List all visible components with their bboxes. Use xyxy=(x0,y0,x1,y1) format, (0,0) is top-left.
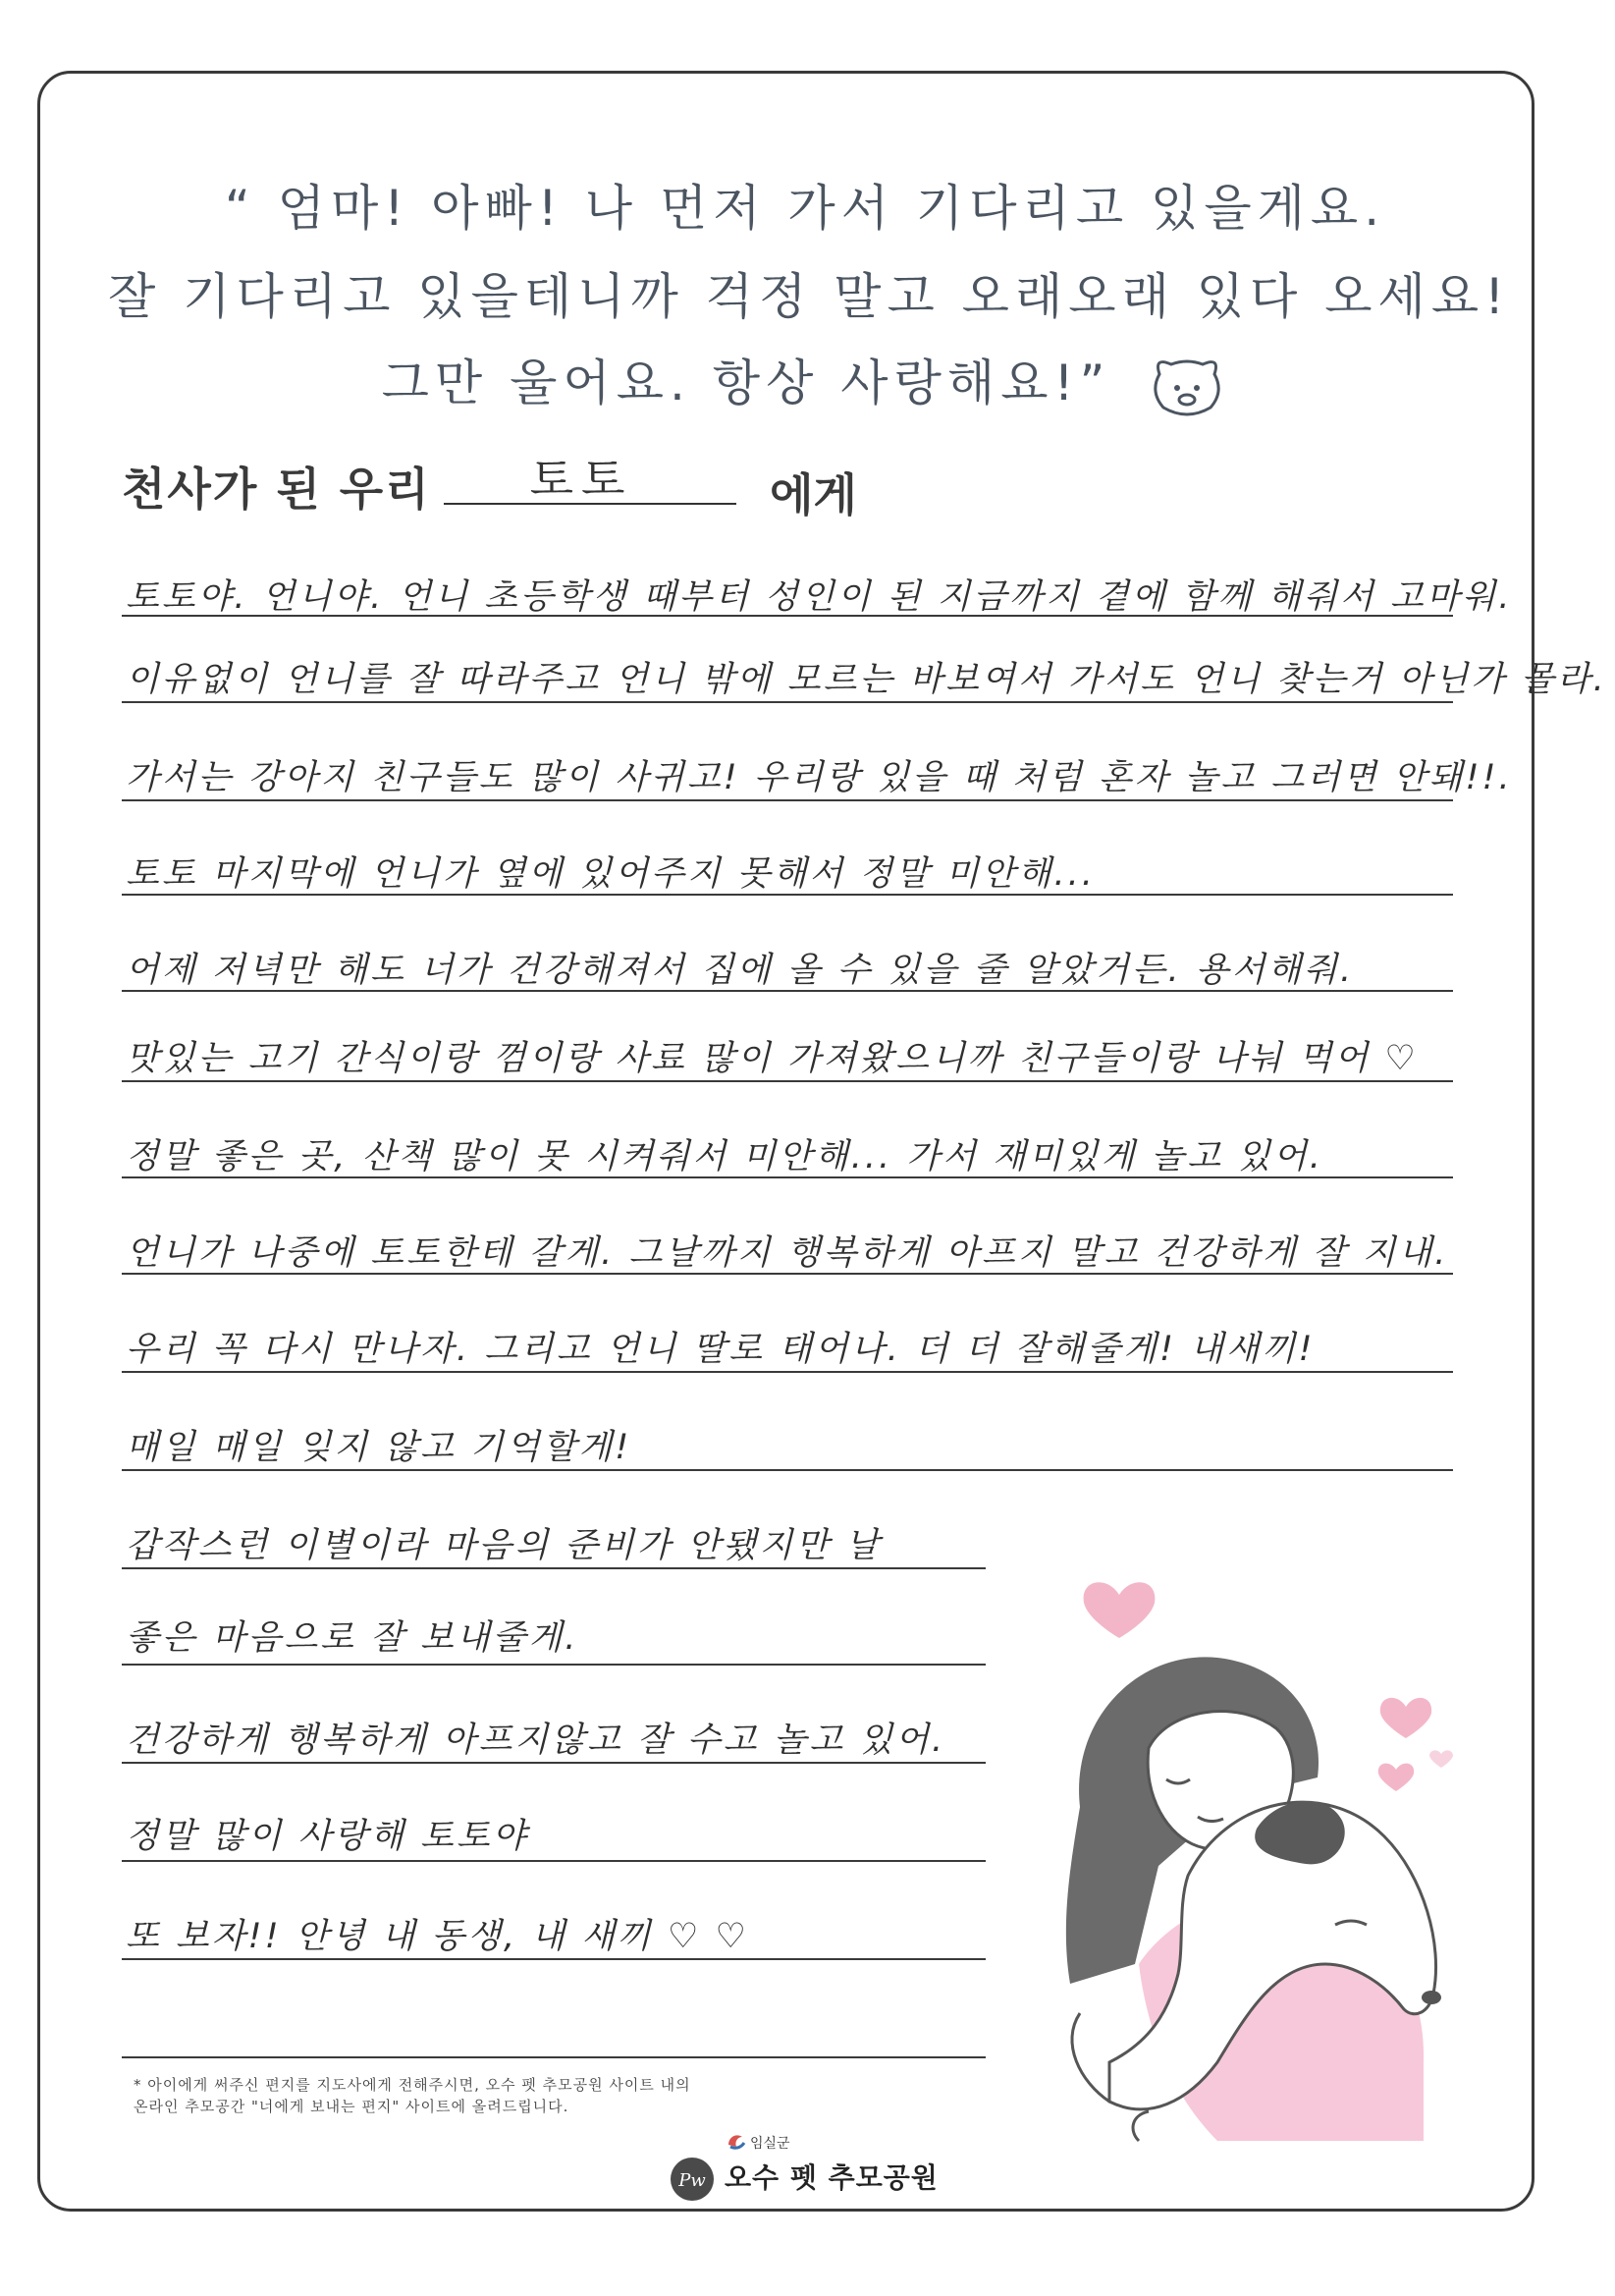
letter-line: 좋은 마음으로 잘 보내줄게. xyxy=(126,1618,579,1658)
salutation-prefix: 천사가 된 우리 xyxy=(122,463,431,516)
quote-line-2: 잘 기다리고 있을테니까 걱정 말고 오래오래 있다 오세요! xyxy=(108,268,1511,325)
letter-line: 매일 매일 잊지 않고 기억할게! xyxy=(126,1428,632,1467)
ruled-line xyxy=(122,1860,986,1862)
park-logo-icon xyxy=(670,2157,715,2202)
letter-line: 건강하게 행복하게 아프지않고 잘 수고 놀고 있어. xyxy=(126,1721,946,1760)
girl-hugging-dog-illustration xyxy=(1041,1552,1492,2160)
county-emblem-icon xyxy=(725,2129,746,2151)
quote-line-3 xyxy=(108,344,1502,421)
ruled-line xyxy=(122,2056,986,2058)
footnote-line-2: 온라인 추모공간 "너에게 보내는 편지" 사이트에 올려드립니다. xyxy=(134,2098,569,2115)
ruled-line xyxy=(122,1080,1453,1082)
letter-line: 가서는 강아지 친구들도 많이 사귀고! 우리랑 있을 때 처럼 혼자 놀고 그러면 안돼!!. xyxy=(126,758,1513,797)
letter-line: 정말 좋은 곳, 산책 많이 못 시켜줘서 미안해... 가서 재미있게 놀고 있어. xyxy=(126,1137,1323,1176)
letter-line: 갑작스런 이별이라 마음의 준비가 안됐지만 날 xyxy=(126,1526,883,1565)
ruled-line xyxy=(122,615,1453,617)
logo-name: 오수 펫 추모공원 xyxy=(725,2161,939,2194)
letter-line: 정말 많이 사랑해 토토야 xyxy=(126,1817,529,1856)
logo-mark-text: Pw xyxy=(678,2170,706,2191)
ruled-line xyxy=(122,1664,986,1666)
letter-line: 맛있는 고기 간식이랑 껌이랑 사료 많이 가져왔으니까 친구들이랑 나눠 먹어 ♡ xyxy=(126,1039,1419,1078)
ruled-line xyxy=(122,1762,986,1764)
ruled-line xyxy=(122,1273,1453,1275)
letter-line: 어제 저녁만 해도 너가 건강해져서 집에 올 수 있을 줄 알았거든. 용서해줘. xyxy=(126,951,1355,990)
name-underline xyxy=(444,503,736,505)
ruled-line xyxy=(122,894,1453,896)
ruled-line xyxy=(122,1958,986,1960)
letter-line: 토토야. 언니야. 언니 초등학생 때부터 성인이 된 지금까지 곁에 함께 해줘서 고마워. xyxy=(126,577,1513,617)
heart-icon xyxy=(1084,1582,1156,1638)
salutation-suffix: 에게 xyxy=(770,468,857,521)
quote-line-1: “ 엄마! 아빠! 나 먼저 가서 기다리고 있을게요. xyxy=(224,180,1386,237)
letter-line: 또 보자!! 안녕 내 동생, 내 새끼 ♡ ♡ xyxy=(126,1917,749,1956)
ruled-line xyxy=(122,701,1453,703)
ruled-line xyxy=(122,1567,986,1569)
letter-line: 이유없이 언니를 잘 따라주고 언니 밖에 모르는 바보여서 가서도 언니 찾는거 아닌가 몰라. xyxy=(126,660,1607,699)
ruled-line xyxy=(122,990,1453,992)
quote-line-3-text: 그만 울어요. 항상 사랑해요!” xyxy=(381,355,1111,411)
letter-line: 토토 마지막에 언니가 옆에 있어주지 못해서 정말 미안해... xyxy=(126,854,1096,894)
ruled-line xyxy=(122,1176,1453,1178)
ruled-line xyxy=(122,1371,1453,1373)
ruled-line xyxy=(122,1469,1453,1471)
letter-line: 언니가 나중에 토토한테 갈게. 그날까지 행복하게 아프지 말고 건강하게 잘 지내. xyxy=(126,1233,1449,1273)
heart-icon xyxy=(1378,1764,1414,1791)
pet-name: 토토 xyxy=(529,453,633,506)
logo-subtitle: 임실군 xyxy=(750,2136,790,2152)
ruled-line xyxy=(122,799,1453,801)
footnote-line-1: * 아이에게 써주신 편지를 지도사에게 전해주시면, 오수 펫 추모공원 사이트 내의 xyxy=(134,2076,691,2094)
letter-line: 우리 꼭 다시 만나자. 그리고 언니 딸로 태어나. 더 더 잘해줄게! 내새끼! xyxy=(126,1330,1316,1369)
footnote xyxy=(134,2074,691,2117)
heart-icon xyxy=(1429,1750,1453,1768)
dog-face-icon xyxy=(1146,353,1228,421)
heart-icon xyxy=(1380,1698,1431,1738)
